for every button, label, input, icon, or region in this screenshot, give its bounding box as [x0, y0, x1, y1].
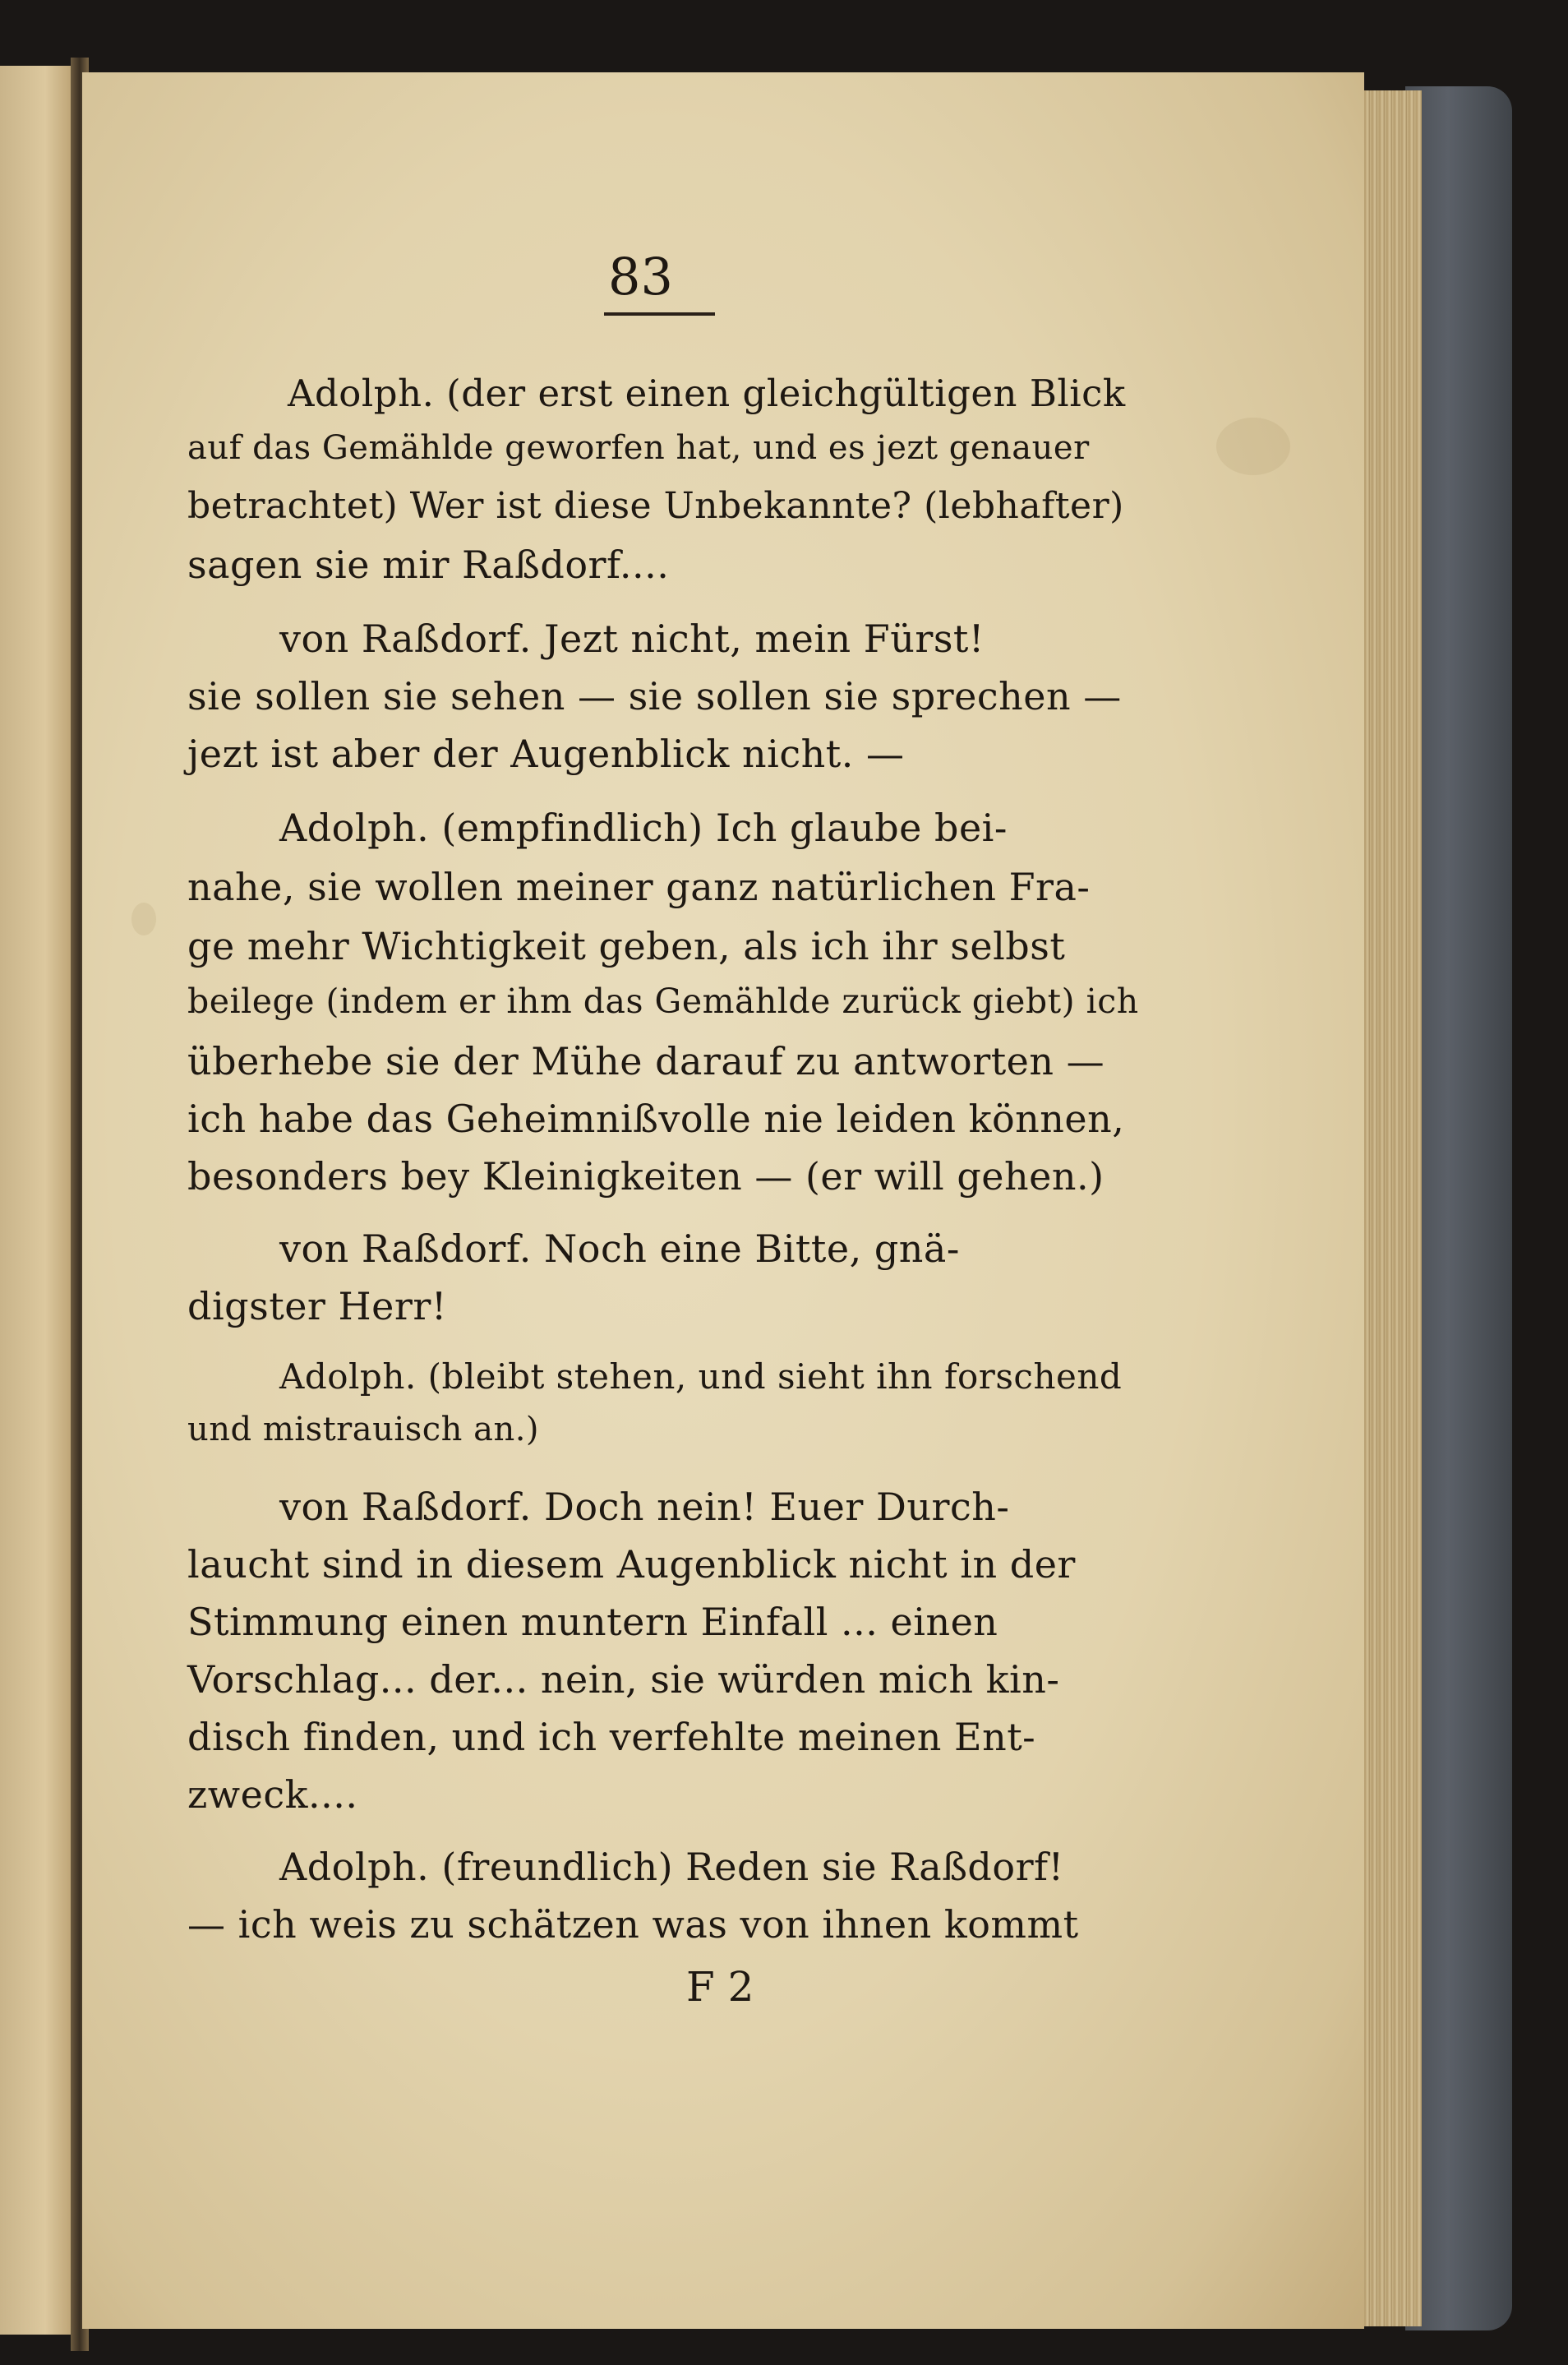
text-line: Vorschlag... der... nein, sie würden mich kin-	[187, 1657, 1060, 1702]
text-line: nahe, sie wollen meiner ganz natürlichen Fra-	[187, 865, 1091, 909]
text-line: zweck....	[187, 1772, 358, 1817]
text-line: Adolph. (freundlich) Reden sie Raßdorf!	[279, 1845, 1064, 1889]
text-line: von Raßdorf. Doch nein! Euer Durch-	[279, 1485, 1010, 1529]
text-line: — ich weis zu schätzen was von ihnen kommt	[187, 1902, 1079, 1947]
text-line: von Raßdorf. Noch eine Bitte, gnä-	[279, 1226, 960, 1271]
text-line: laucht sind in diesem Augenblick nicht in der	[187, 1542, 1076, 1587]
text-line: beilege (indem er ihm das Gemählde zurück giebt) ich	[187, 982, 1139, 1021]
text-line: ich habe das Geheimnißvolle nie leiden können,	[187, 1097, 1125, 1141]
text-line: jezt ist aber der Augenblick nicht. —	[187, 732, 905, 776]
page-number-rule	[604, 312, 715, 316]
left-page-edge	[0, 66, 76, 2335]
text-line: auf das Gemählde geworfen hat, und es jezt genauer	[187, 429, 1090, 467]
text-line: betrachtet) Wer ist diese Unbekannte? (lebhafter)	[187, 485, 1124, 527]
text-line: sie sollen sie sehen — sie sollen sie sprechen —	[187, 674, 1122, 718]
text-line: Adolph. (der erst einen gleichgültigen Blick	[288, 372, 1126, 415]
printer-signature: F 2	[686, 1963, 754, 2011]
text-line: überhebe sie der Mühe darauf zu antworten —	[187, 1039, 1105, 1083]
text-line: ge mehr Wichtigkeit geben, als ich ihr selbst	[187, 924, 1066, 968]
text-line: Stimmung einen muntern Einfall ... einen	[187, 1600, 998, 1644]
text-line: und mistrauisch an.)	[187, 1411, 540, 1448]
text-line: disch finden, und ich verfehlte meinen Ent-	[187, 1715, 1036, 1759]
text-line: besonders bey Kleinigkeiten — (er will gehen.)	[187, 1154, 1105, 1199]
text-line: Adolph. (empfindlich) Ich glaube bei-	[279, 806, 1008, 850]
page-number: 83	[608, 247, 673, 307]
paper-stain	[131, 903, 156, 935]
text-line: Adolph. (bleibt stehen, und sieht ihn forschend	[279, 1356, 1123, 1397]
paper-stain	[1216, 418, 1290, 475]
text-line: digster Herr!	[187, 1284, 447, 1328]
text-line: von Raßdorf. Jezt nicht, mein Fürst!	[279, 617, 985, 661]
text-line: sagen sie mir Raßdorf....	[187, 543, 670, 587]
